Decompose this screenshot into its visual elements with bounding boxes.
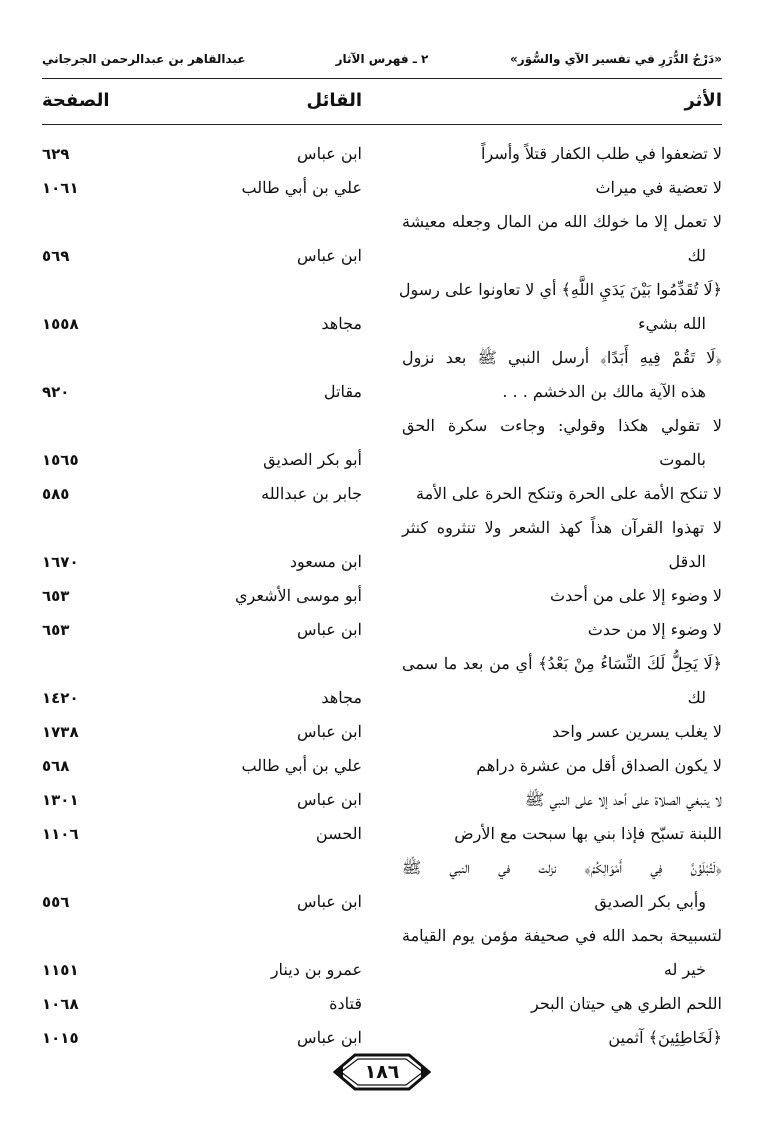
page-column-header: الصفحة	[42, 90, 110, 111]
page-reference: ١٠١٥	[42, 1029, 79, 1047]
index-entry	[42, 511, 722, 579]
index-entry	[42, 205, 722, 273]
index-entry	[42, 919, 722, 987]
page-reference: ١١٥١	[42, 961, 79, 979]
page-reference: ١٥٥٨	[42, 315, 79, 333]
page-reference: ٦٢٩	[42, 145, 70, 163]
qail-column-header: القائل	[306, 90, 362, 111]
athar-text: لا تضعفوا في طلب الكفار قتلاً وأسراً	[481, 144, 722, 163]
qail-name: مقاتل	[323, 382, 362, 401]
entry-line	[42, 171, 722, 205]
athar-text: لا تهذوا القرآن هذاً كهذ الشعر ولا تنثروه كنثر	[402, 518, 722, 537]
athar-text: لا يغلب يسرين عسر واحد	[552, 722, 722, 741]
index-entry	[42, 613, 722, 647]
entry-line	[42, 1021, 722, 1055]
athar-text: لا تقولي هكذا وقولي: وجاءت سكرة الحق	[402, 416, 722, 435]
author-name: عبدالقاهر بن عبدالرحمن الجرجاني	[42, 52, 246, 66]
qail-name: ابن عباس	[297, 892, 362, 911]
page-reference: ١٥٦٥	[42, 451, 79, 469]
entry-line	[42, 511, 722, 545]
athar-text: ﴿لَا تُقَدِّمُوا بَيْنَ يَدَيِ اللَّهِ﴾ أي لا تعاونوا على رسول	[398, 280, 722, 299]
index-entry	[42, 783, 722, 817]
entry-line	[42, 205, 722, 239]
index-entry	[42, 1021, 722, 1055]
entry-line	[42, 613, 722, 647]
entry-line	[42, 477, 722, 511]
athar-text: لا تنكح الأمة على الحرة وتنكح الحرة على الأمة	[416, 484, 722, 503]
entry-line	[42, 919, 722, 953]
column-headers	[42, 80, 722, 125]
qail-name: علي بن أبي طالب	[241, 178, 362, 197]
qail-name: مجاهد	[321, 314, 362, 333]
page-reference: ١١٠٦	[42, 825, 79, 843]
athar-text: لتسبيحة بحمد الله في صحيفة مؤمن يوم القيامة	[402, 926, 722, 945]
page-reference: ١٠٦١	[42, 179, 79, 197]
qail-name: ابن عباس	[297, 722, 362, 741]
qail-name: أبو موسى الأشعري	[235, 586, 362, 605]
athar-text: وأبي بكر الصديق	[594, 892, 706, 911]
page-reference: ٥٥٦	[42, 893, 70, 911]
page-reference: ١٦٧٠	[42, 553, 79, 571]
running-head	[42, 44, 722, 79]
entry-line	[42, 715, 722, 749]
index-entry	[42, 171, 722, 205]
athar-text: بالموت	[659, 450, 706, 469]
qail-name: الحسن	[315, 824, 362, 843]
athar-text: ﴿لَتُبْلَوُنَّ فِي أَمْوَالِكُمْ﴾ نزلت في النبي ﷺ	[402, 858, 722, 877]
entry-line	[42, 681, 722, 715]
page-reference: ٥٦٩	[42, 247, 70, 265]
athar-text: لا تعضية في ميراث	[595, 178, 722, 197]
book-title: «دَرْجُ الدُّرَرِ في تفسير الآي والسُّوَر»	[510, 52, 722, 66]
entry-line	[42, 885, 722, 919]
page-reference: ١٧٣٨	[42, 723, 79, 741]
qail-name: أبو بكر الصديق	[263, 450, 362, 469]
index-entry	[42, 817, 722, 851]
qail-name: علي بن أبي طالب	[241, 756, 362, 775]
page-reference: ٦٥٣	[42, 587, 70, 605]
entry-line	[42, 239, 722, 273]
athar-text: الله بشيء	[638, 314, 706, 333]
index-entry	[42, 341, 722, 409]
page-reference: ١٠٦٨	[42, 995, 79, 1013]
qail-name: ابن عباس	[297, 1028, 362, 1047]
entry-line	[42, 341, 722, 375]
page-reference: ٥٦٨	[42, 757, 70, 775]
qail-name: مجاهد	[321, 688, 362, 707]
athar-text: لا وضوء إلا من حدث	[587, 620, 722, 639]
index-entry	[42, 987, 722, 1021]
index-entry	[42, 409, 722, 477]
entry-line	[42, 273, 722, 307]
entry-line	[42, 817, 722, 851]
folio-ornament	[333, 1052, 431, 1092]
athar-index-list	[42, 137, 722, 1055]
athar-text: لا يكون الصداق أقل من عشرة دراهم	[476, 756, 722, 775]
entry-line	[42, 545, 722, 579]
athar-text: الدقل	[668, 552, 706, 571]
page-number: ١٨٦	[364, 1061, 400, 1083]
qail-name: عمرو بن دينار	[270, 960, 362, 979]
entry-line	[42, 851, 722, 885]
index-entry	[42, 715, 722, 749]
athar-text: ﴿لَا تَقُمْ فِيهِ أَبَدًا﴾ أرسل النبي ﷺ بعد نزول	[402, 348, 722, 367]
page-reference: ٥٨٥	[42, 485, 70, 503]
index-entry	[42, 749, 722, 783]
athar-column-header: الأثر	[684, 90, 722, 111]
entry-line	[42, 987, 722, 1021]
entry-line	[42, 409, 722, 443]
qail-name: جابر بن عبدالله	[261, 484, 362, 503]
page-reference: ٩٢٠	[42, 383, 70, 401]
athar-text: خير له	[663, 960, 706, 979]
entry-line	[42, 579, 722, 613]
athar-text: ﴿لَخَاطِئِينَ﴾ آثمين	[608, 1028, 722, 1047]
page-reference: ١٣٠١	[42, 791, 79, 809]
athar-text: لا وضوء إلا على من أحدث	[550, 586, 722, 605]
section-title: ٢ ـ فهرس الآثار	[335, 52, 429, 66]
page-reference: ١٤٢٠	[42, 689, 79, 707]
index-entry	[42, 137, 722, 171]
entry-line	[42, 783, 722, 817]
entry-line	[42, 749, 722, 783]
page-reference: ٦٥٣	[42, 621, 70, 639]
athar-text: ﴿لَا يَحِلُّ لَكَ النِّسَاءُ مِنْ بَعْدُ﴾ أي من بعد ما سمى	[402, 654, 722, 673]
athar-text: لا تعمل إلا ما خولك الله من المال وجعله معيشة	[402, 212, 722, 231]
index-entry	[42, 851, 722, 919]
athar-text: هذه الآية مالك بن الدخشم . . .	[502, 382, 706, 401]
entry-line	[42, 953, 722, 987]
athar-text: اللبنة تسبّح فإذا بني بها سبحت مع الأرض	[454, 824, 722, 843]
qail-name: قتادة	[329, 994, 362, 1013]
entry-line	[42, 137, 722, 171]
index-entry	[42, 477, 722, 511]
entry-line	[42, 375, 722, 409]
index-entry	[42, 579, 722, 613]
index-entry	[42, 647, 722, 715]
athar-text: لك	[687, 246, 706, 265]
athar-text: اللحم الطري هي حيتان البحر	[531, 994, 722, 1013]
qail-name: ابن عباس	[297, 246, 362, 265]
qail-name: ابن عباس	[297, 620, 362, 639]
athar-text: لا ينبغي الصلاة على أحد إلا على النبي ﷺ	[525, 790, 722, 809]
entry-line	[42, 307, 722, 341]
index-entry	[42, 273, 722, 341]
athar-text: لك	[687, 688, 706, 707]
qail-name: ابن عباس	[297, 144, 362, 163]
entry-line	[42, 647, 722, 681]
qail-name: ابن عباس	[297, 790, 362, 809]
qail-name: ابن مسعود	[289, 552, 362, 571]
entry-line	[42, 443, 722, 477]
